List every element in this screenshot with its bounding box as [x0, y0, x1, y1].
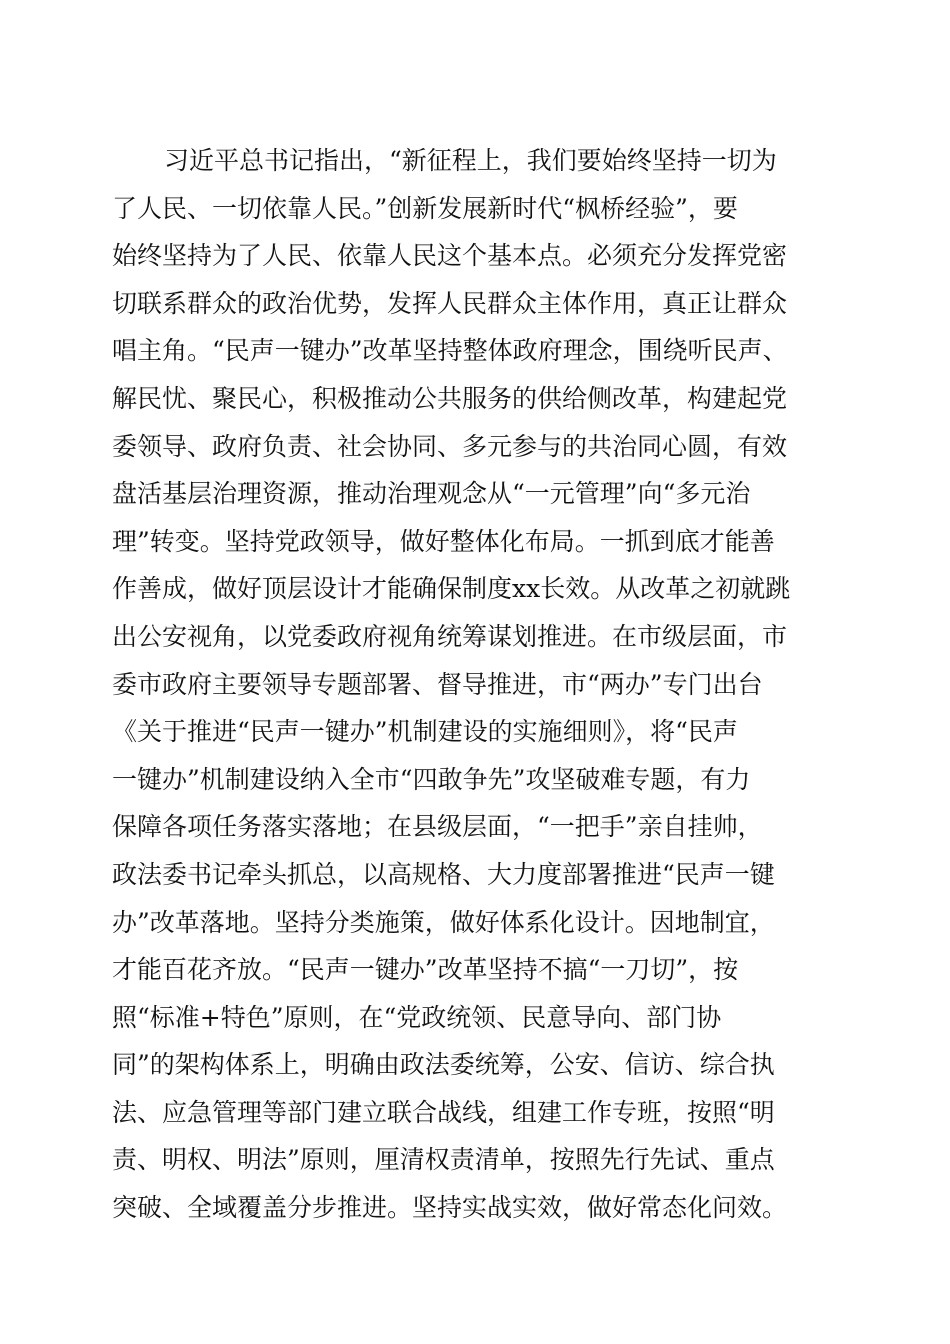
text-line: 突破、全域覆盖分步推进。坚持实战实效，做好常态化问效。 [112, 1193, 788, 1223]
text-line: 保障各项任务落实落地；在县级层面，“一把手”亲自挂帅， [112, 812, 763, 842]
text-line: 法、应急管理等部门建立联合战线，组建工作专班，按照“明 [112, 1097, 775, 1127]
text-line: 责、明权、明法”原则，厘清权责清单，按照先行先试、重点 [112, 1145, 775, 1175]
text-line: 了人民、一切依靠人民。”创新发展新时代“枫桥经验”，要 [112, 193, 738, 223]
text-line: 委市政府主要领导专题部署、督导推进，市“两办”专门出台 [112, 669, 763, 699]
text-line: 才能百花齐放。“民声一键办”改革坚持不搞“一刀切”，按 [112, 955, 739, 985]
text-line: 一键办”机制建设纳入全市“四敢争先”攻坚破难专题，有力 [112, 764, 751, 794]
text-line: 同”的架构体系上，明确由政法委统筹，公安、信访、综合执 [112, 1050, 775, 1080]
text-line: 政法委书记牵头抓总，以高规格、大力度部署推进“民声一键 [112, 859, 775, 889]
text-line: 切联系群众的政治优势，发挥人民群众主体作用，真正让群众 [112, 288, 788, 318]
text-line: 照“标准+特色”原则，在“党政统领、民意导向、部门协 [112, 1002, 722, 1032]
text-line: 作善成，做好顶层设计才能确保制度xx长效。从改革之初就跳 [112, 574, 791, 604]
text-line: 解民忧、聚民心，积极推动公共服务的供给侧改革，构建起党 [112, 383, 788, 413]
text-line: 理”转变。坚持党政领导，做好整体化布局。一抓到底才能善 [112, 526, 775, 556]
text-line: 委领导、政府负责、社会协同、多元参与的共治同心圆，有效 [112, 431, 788, 461]
text-line: 办”改革落地。坚持分类施策，做好体系化设计。因地制宜， [112, 907, 775, 937]
text-line: 《关于推进“民声一键办”机制建设的实施细则》，将“民声 [112, 717, 738, 747]
body-paragraph [112, 137, 852, 1232]
text-line: 唱主角。“民声一键办”改革坚持整体政府理念，围绕听民声、 [112, 336, 788, 366]
text-line: 习近平总书记指出，“新征程上，我们要始终坚持一切为 [164, 146, 777, 175]
text-line: 盘活基层治理资源，推动治理观念从“一元管理”向“多元治 [112, 479, 751, 509]
text-line: 始终坚持为了人民、依靠人民这个基本点。必须充分发挥党密 [112, 241, 788, 271]
text-line: 出公安视角，以党委政府视角统筹谋划推进。在市级层面，市 [112, 621, 788, 651]
